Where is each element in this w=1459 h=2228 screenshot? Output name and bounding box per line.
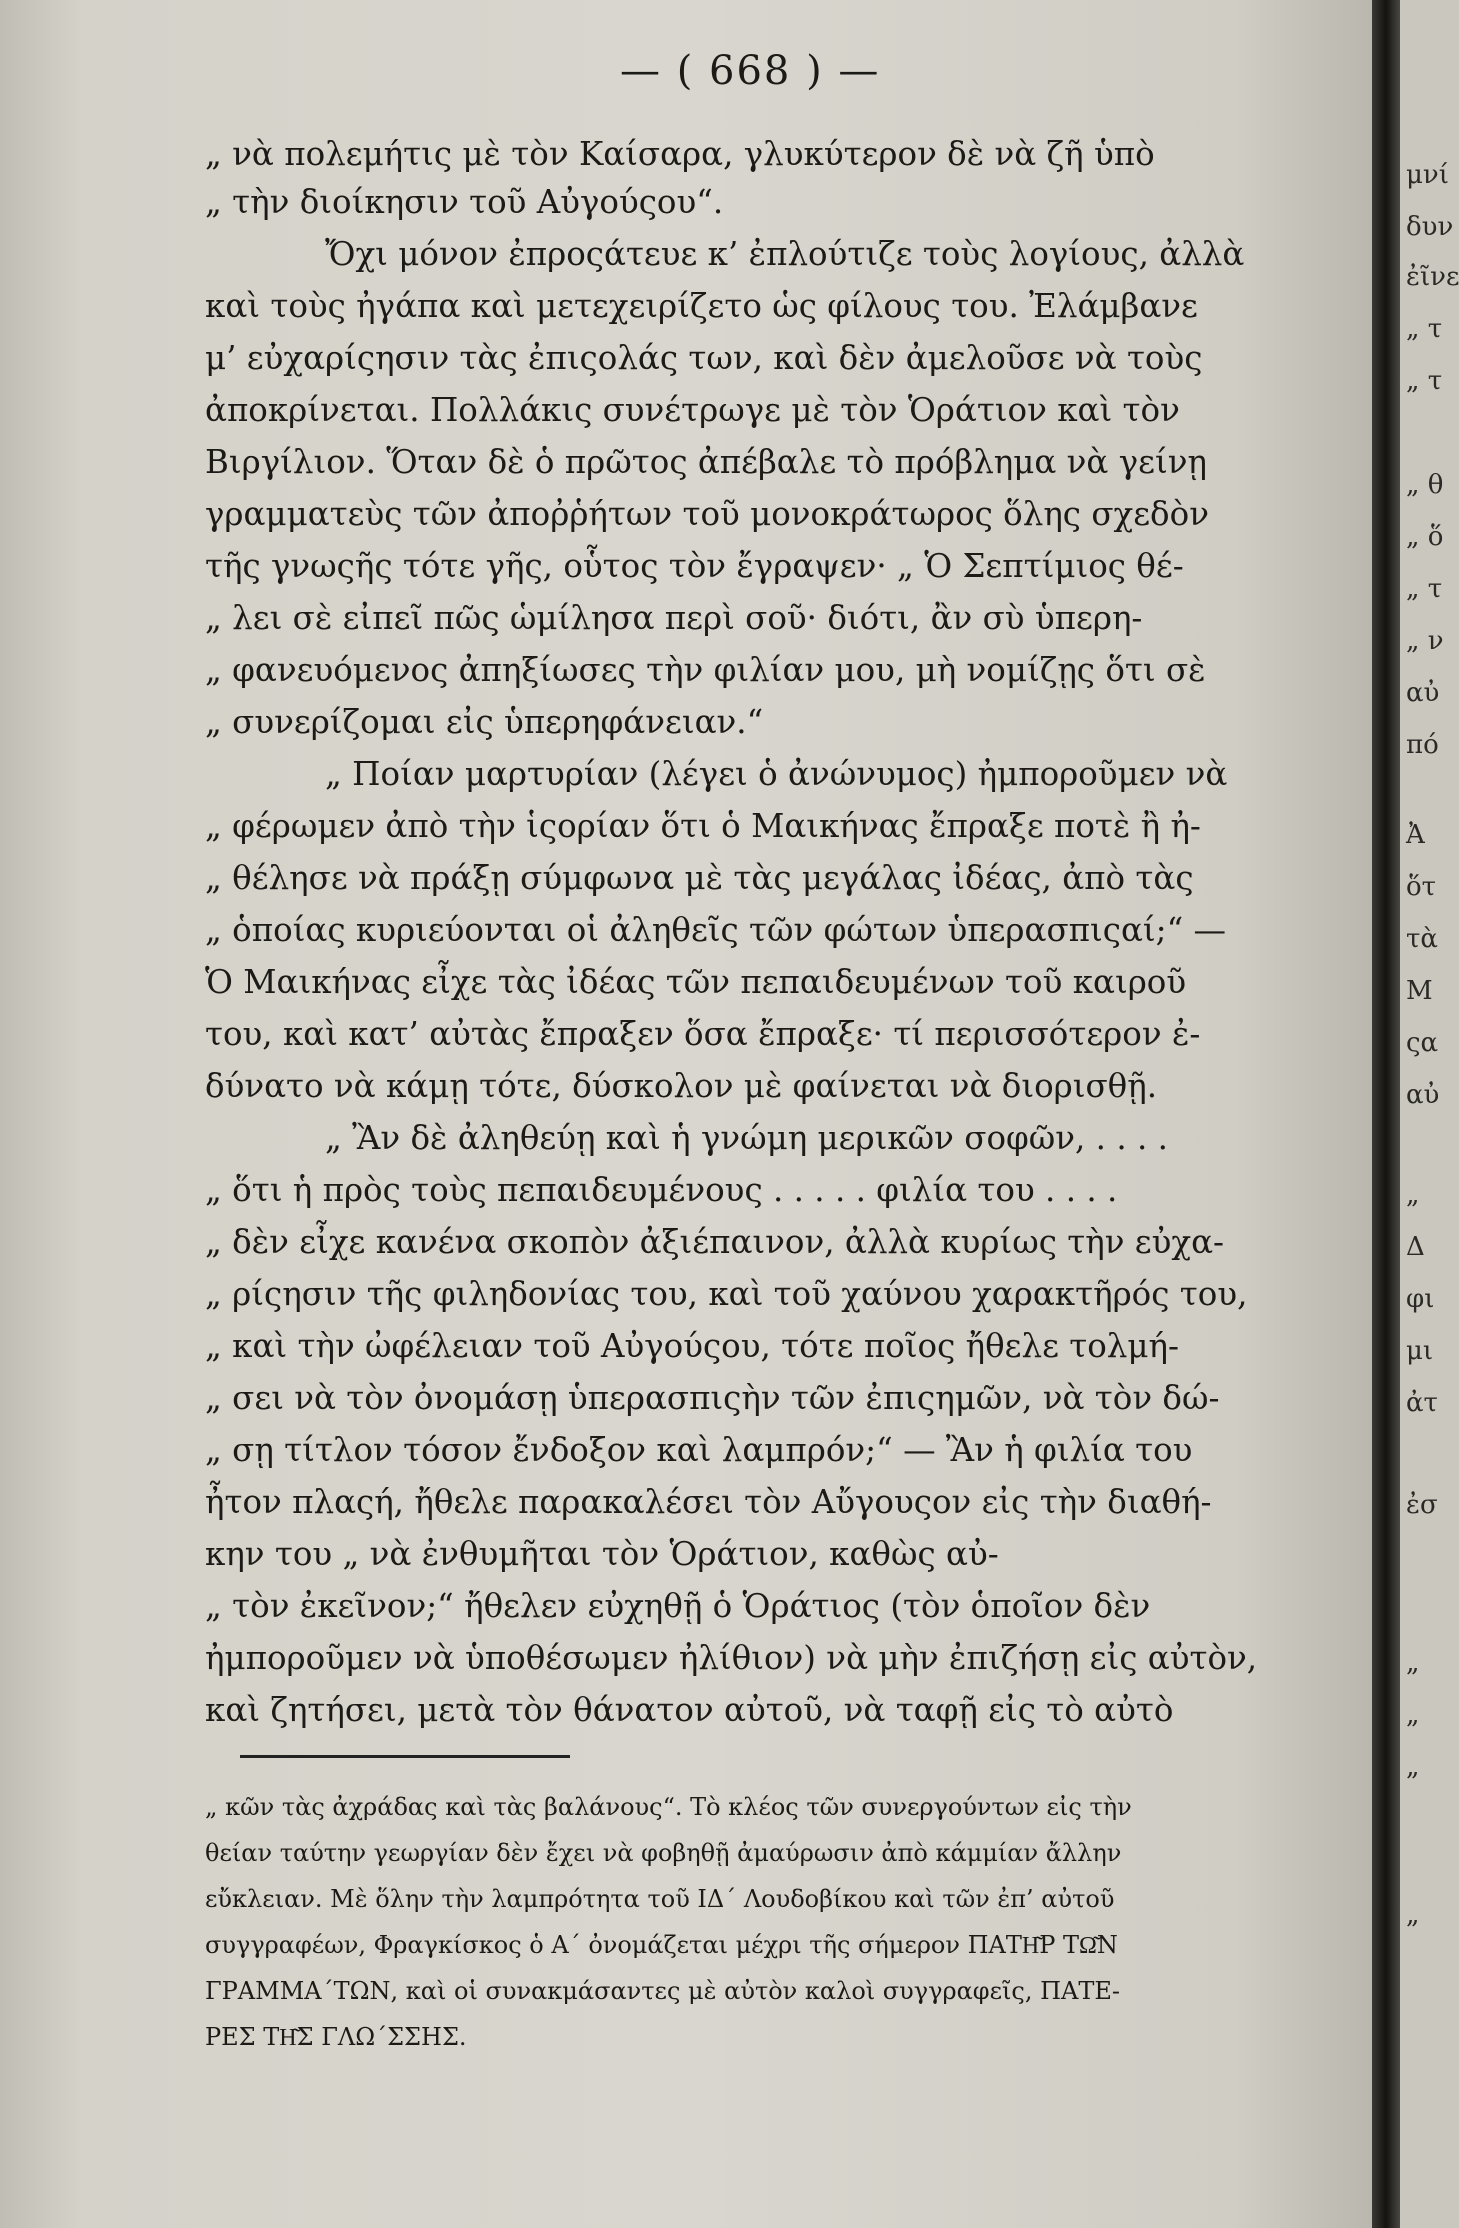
facing-page-fragment: μι xyxy=(1406,1336,1434,1366)
text-line: Βιργίλιον. Ὅταν δὲ ὁ πρῶτος ἀπέβαλε τὸ πρόβλημα νὰ γείνῃ xyxy=(205,443,1207,481)
facing-page-fragment: ἐσ xyxy=(1406,1490,1438,1520)
footnote-line: ΡΕΣ ΤΗ͂Σ ΓΛΩ΄ΣΣΗΣ. xyxy=(205,2023,467,2051)
footnote-divider xyxy=(240,1755,570,1758)
facing-page-fragment: αὐ xyxy=(1406,678,1440,708)
footnote-line: συγγραφέων, Φραγκίσκος ὁ Α΄ ὀνομάζεται μέχρι τῆς σήμερον ΠΑΤΗ͂Ρ ΤΩ͂Ν xyxy=(205,1931,1118,1959)
facing-page-fragment: „ xyxy=(1406,1180,1420,1210)
facing-page-fragment: Μ xyxy=(1406,976,1433,1006)
facing-page-fragment: „ θ xyxy=(1406,470,1444,500)
footnote-line: εὔκλειαν. Μὲ ὅλην τὴν λαμπρότητα τοῦ ΙΔ΄ Λουδοβίκου καὶ τῶν ἐπ’ αὐτοῦ xyxy=(205,1885,1115,1913)
text-line: „ σῃ τίτλον τόσον ἔνδοξον καὶ λαμπρόν;“ — Ἂν ἡ φιλία του xyxy=(205,1431,1193,1469)
facing-page-fragment: „ τ xyxy=(1406,574,1443,604)
text-line: „ ὅτι ἡ πρὸς τοὺς πεπαιδευμένους . . . . . φιλία του . . . . xyxy=(205,1171,1118,1209)
text-line: γραμματεὺς τῶν ἀποῤῥήτων τοῦ μονοκράτωρος ὅλης σχεδὸν xyxy=(205,495,1209,533)
facing-page-fragment: ἀτ xyxy=(1406,1388,1438,1418)
text-line: „ φανευόμενος ἀπηξίωσες τὴν φιλίαν μου, μὴ νομίζῃς ὅτι σὲ xyxy=(205,651,1206,689)
text-line: „ τὸν ἐκεῖνον;“ ἤθελεν εὐχηθῇ ὁ Ὁράτιος (τὸν ὁποῖον δὲν xyxy=(205,1587,1151,1625)
text-line: ἦτον πλαςή, ἤθελε παρακαλέσει τὸν Αὔγουςον εἰς τὴν διαθή- xyxy=(205,1483,1212,1521)
facing-page-fragment: τὰ xyxy=(1406,924,1438,954)
facing-page-fragment: „ xyxy=(1406,1648,1420,1678)
facing-page-fragment: ὅτ xyxy=(1406,872,1437,902)
footnote-line: „ κῶν τὰς ἀχράδας καὶ τὰς βαλάνους“. Τὸ κλέος τῶν συνεργούντων εἰς τὴν xyxy=(205,1793,1132,1821)
text-line: του, καὶ κατ’ αὐτὰς ἔπραξεν ὅσα ἔπραξε· τί περισσότερον ἐ- xyxy=(205,1015,1201,1053)
text-line: „ τὴν διοίκησιν τοῦ Αὐγούςου“. xyxy=(205,183,724,221)
facing-page-fragment: „ τ xyxy=(1406,314,1443,344)
text-line: Ὁ Μαικήνας εἶχε τὰς ἰδέας τῶν πεπαιδευμένων τοῦ καιροῦ xyxy=(205,963,1187,1001)
text-line: „ Ἂν δὲ ἀληθεύῃ καὶ ἡ γνώμη μερικῶν σοφῶν, . . . . xyxy=(325,1119,1169,1157)
text-line: κην του „ νὰ ἐνθυμῆται τὸν Ὁράτιον, καθὼς αὐ- xyxy=(205,1535,999,1573)
text-line: μ’ εὐχαρίςησιν τὰς ἐπιςολάς των, καὶ δὲν ἀμελοῦσε νὰ τοὺς xyxy=(205,339,1203,377)
text-line: „ δὲν εἶχε κανένα σκοπὸν ἀξιέπαινον, ἀλλὰ κυρίως τὴν εὐχα- xyxy=(205,1223,1225,1261)
text-line: δύνατο νὰ κάμῃ τότε, δύσκολον μὲ φαίνεται νὰ διορισθῇ. xyxy=(205,1067,1158,1105)
facing-page-fragment: αὐ xyxy=(1406,1080,1440,1110)
text-line: „ φέρωμεν ἀπὸ τὴν ἱςορίαν ὅτι ὁ Μαικήνας ἔπραξε ποτὲ ἢ ἠ- xyxy=(205,807,1201,845)
page-number: — ( 668 ) — xyxy=(620,48,881,94)
facing-page-fragment: Ἀ xyxy=(1406,820,1425,850)
facing-page-fragment: „ xyxy=(1406,1900,1420,1930)
text-line: „ νὰ πολεμήτις μὲ τὸν Καίσαρα, γλυκύτερον δὲ νὰ ζῆ ὑπὸ xyxy=(205,135,1155,173)
facing-page-fragment: μνί xyxy=(1406,160,1449,190)
facing-page-edge xyxy=(1400,0,1459,2228)
facing-page-fragment: „ ν xyxy=(1406,626,1444,656)
text-line: „ Ποίαν μαρτυρίαν (λέγει ὁ ἀνώνυμος) ἠμποροῦμεν νὰ xyxy=(325,755,1228,793)
text-line: „ λει σὲ εἰπεῖ πῶς ὡμίλησα περὶ σοῦ· διότι, ἂν σὺ ὑπερη- xyxy=(205,599,1143,637)
facing-page-fragment: φι xyxy=(1406,1284,1435,1314)
facing-page-fragment: „ τ xyxy=(1406,366,1443,396)
text-line: καὶ ζητήσει, μετὰ τὸν θάνατον αὐτοῦ, νὰ ταφῇ εἰς τὸ αὐτὸ xyxy=(205,1691,1174,1729)
text-line: Ὄχι μόνον ἐπροςάτευε κ’ ἐπλούτιζε τοὺς λογίους, ἀλλὰ xyxy=(325,235,1245,273)
facing-page-fragment: „ xyxy=(1406,1752,1420,1782)
facing-page-fragment: ἐῖνε xyxy=(1406,262,1459,292)
text-line: „ ρίςησιν τῆς φιληδονίας του, καὶ τοῦ χαύνου χαρακτῆρός του, xyxy=(205,1275,1248,1313)
facing-page-fragment: „ xyxy=(1406,1700,1420,1730)
text-line: „ καὶ τὴν ὠφέλειαν τοῦ Αὐγούςου, τότε ποῖος ἤθελε τολμή- xyxy=(205,1327,1179,1365)
text-line: „ θέλησε νὰ πράξῃ σύμφωνα μὲ τὰς μεγάλας ἰδέας, ἀπὸ τὰς xyxy=(205,859,1194,897)
text-line: „ ὁποίας κυριεύονται οἱ ἀληθεῖς τῶν φώτων ὑπερασπιςαί;“ — xyxy=(205,911,1227,949)
text-line: τῆς γνωςῆς τότε γῆς, οὗτος τὸν ἔγραψεν· „ Ὁ Σεπτίμιος θέ- xyxy=(205,547,1184,585)
text-line: ἠμποροῦμεν νὰ ὑποθέσωμεν ἠλίθιον) νὰ μὴν ἐπιζήσῃ εἰς αὐτὸν, xyxy=(205,1639,1258,1677)
facing-page-fragment: δυν xyxy=(1406,212,1454,242)
facing-page-fragment: ςα xyxy=(1406,1028,1439,1058)
facing-page-fragment: „ ὅ xyxy=(1406,522,1444,552)
facing-page-fragment: Δ xyxy=(1406,1232,1425,1262)
book-gutter xyxy=(1372,0,1400,2228)
text-line: „ συνερίζομαι εἰς ὑπερηφάνειαν.“ xyxy=(205,703,764,741)
facing-page-fragment: πό xyxy=(1406,730,1439,760)
text-line: ἀποκρίνεται. Πολλάκις συνέτρωγε μὲ τὸν Ὁράτιον καὶ τὸν xyxy=(205,391,1180,429)
footnote-line: ΓΡΑΜΜΑ΄ΤΩΝ, καὶ οἱ συνακμάσαντες μὲ αὐτὸν καλοὶ συγγραφεῖς, ΠΑΤΕ- xyxy=(205,1977,1121,2005)
footnote-line: θείαν ταύτην γεωργίαν δὲν ἔχει νὰ φοβηθῇ ἀμαύρωσιν ἀπὸ κάμμίαν ἄλλην xyxy=(205,1839,1122,1867)
text-line: καὶ τοὺς ἠγάπα καὶ μετεχειρίζετο ὡς φίλους του. Ἐλάμβανε xyxy=(205,287,1198,325)
text-line: „ σει νὰ τὸν ὀνομάσῃ ὑπερασπιςὴν τῶν ἐπιςημῶν, νὰ τὸν δώ- xyxy=(205,1379,1220,1417)
